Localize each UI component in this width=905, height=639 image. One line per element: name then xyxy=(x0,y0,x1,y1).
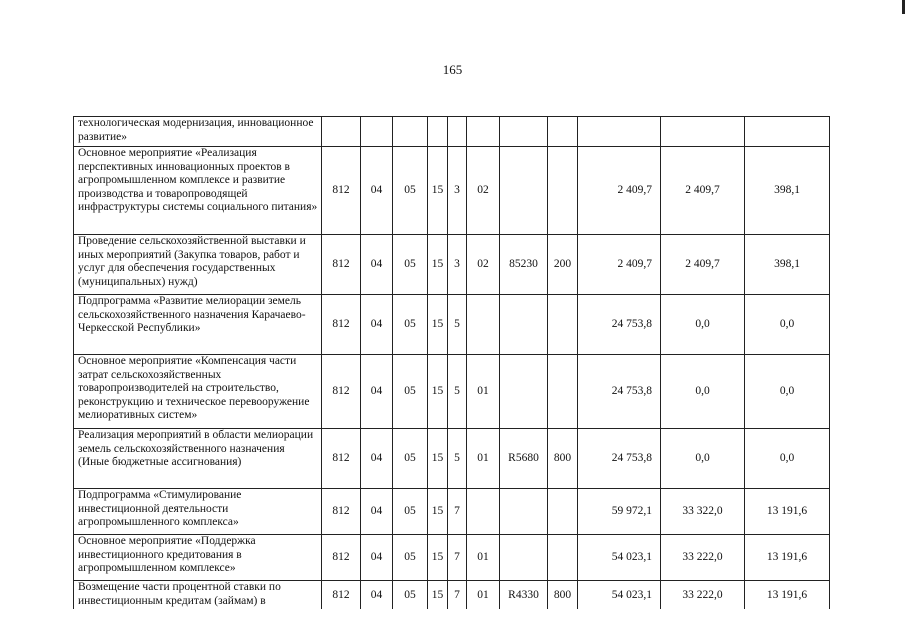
cell-program: 15 xyxy=(428,429,448,489)
row-name: технологическая модернизация, инновационное развитие» xyxy=(74,117,322,147)
cell-program: 15 xyxy=(428,295,448,355)
cell-subprogram: 3 xyxy=(448,147,467,235)
cell-measure: 01 xyxy=(467,581,500,612)
row-name: Реализация мероприятий в области мелиорации земель сельскохозяйственного назначения (Иные бюджетные ассигнования) xyxy=(74,429,322,489)
cell-expense-type xyxy=(548,535,578,581)
cell-amount-2: 33 222,0 xyxy=(661,581,745,612)
cell-expense-type xyxy=(548,355,578,429)
cell-expense-type: 800 xyxy=(548,429,578,489)
cell-section: 04 xyxy=(361,535,393,581)
cell-amount-2: 2 409,7 xyxy=(661,147,745,235)
row-name: Проведение сельскохозяйственной выставки и иных мероприятий (Закупка товаров, работ и услуг для обеспечения государственных (муниципальных) нужд) xyxy=(74,235,322,295)
budget-table xyxy=(73,116,830,612)
cell-expense-type xyxy=(548,147,578,235)
cell-grbs: 812 xyxy=(322,295,361,355)
cell-expense-type xyxy=(548,117,578,147)
table-row xyxy=(74,535,830,581)
cell-amount-3: 398,1 xyxy=(745,235,830,295)
cell-measure xyxy=(467,117,500,147)
cell-amount-1: 59 972,1 xyxy=(578,489,661,535)
cell-expense-type xyxy=(548,295,578,355)
cell-amount-2: 0,0 xyxy=(661,429,745,489)
cell-section: 04 xyxy=(361,581,393,612)
cell-section: 04 xyxy=(361,295,393,355)
cell-program: 15 xyxy=(428,489,448,535)
table-row xyxy=(74,147,830,235)
cell-amount-1: 24 753,8 xyxy=(578,295,661,355)
cell-subprogram: 7 xyxy=(448,581,467,612)
cell-amount-3: 0,0 xyxy=(745,429,830,489)
cell-program: 15 xyxy=(428,235,448,295)
cell-subsection: 05 xyxy=(393,535,428,581)
cell-program: 15 xyxy=(428,147,448,235)
cell-grbs: 812 xyxy=(322,147,361,235)
cell-amount-3: 0,0 xyxy=(745,295,830,355)
cell-grbs: 812 xyxy=(322,489,361,535)
cell-amount-1: 54 023,1 xyxy=(578,535,661,581)
table-row xyxy=(74,489,830,535)
cell-measure: 01 xyxy=(467,535,500,581)
cell-amount-3 xyxy=(745,117,830,147)
cell-direction xyxy=(500,489,548,535)
cell-measure: 02 xyxy=(467,235,500,295)
cell-subprogram: 7 xyxy=(448,535,467,581)
cell-subsection: 05 xyxy=(393,355,428,429)
cell-amount-1: 24 753,8 xyxy=(578,429,661,489)
table-row xyxy=(74,429,830,489)
cell-direction: 85230 xyxy=(500,235,548,295)
cell-subsection: 05 xyxy=(393,295,428,355)
cell-subsection: 05 xyxy=(393,429,428,489)
cell-direction xyxy=(500,355,548,429)
table-row xyxy=(74,295,830,355)
cell-amount-3: 13 191,6 xyxy=(745,581,830,612)
cell-section: 04 xyxy=(361,355,393,429)
cell-measure xyxy=(467,295,500,355)
cell-amount-2: 0,0 xyxy=(661,295,745,355)
cell-amount-1: 24 753,8 xyxy=(578,355,661,429)
cell-subprogram: 5 xyxy=(448,355,467,429)
cell-amount-1: 2 409,7 xyxy=(578,235,661,295)
cell-measure: 01 xyxy=(467,429,500,489)
cell-grbs: 812 xyxy=(322,535,361,581)
cell-expense-type: 800 xyxy=(548,581,578,612)
cell-grbs: 812 xyxy=(322,355,361,429)
cell-subsection: 05 xyxy=(393,581,428,612)
cell-expense-type xyxy=(548,489,578,535)
cell-section: 04 xyxy=(361,429,393,489)
cell-grbs: 812 xyxy=(322,581,361,612)
row-name: Подпрограмма «Стимулирование инвестиционной деятельности агропромышленного комплекса» xyxy=(74,489,322,535)
cell-subprogram: 3 xyxy=(448,235,467,295)
cell-subsection: 05 xyxy=(393,489,428,535)
cell-amount-1: 54 023,1 xyxy=(578,581,661,612)
cell-subprogram xyxy=(448,117,467,147)
cell-program: 15 xyxy=(428,581,448,612)
row-name: Основное мероприятие «Компенсация части затрат сельскохозяйственных товаропроизводителей на строительство, реконструкцию и техническое перевооружение мелиоративных систем» xyxy=(74,355,322,429)
cell-amount-2: 33 322,0 xyxy=(661,489,745,535)
cell-expense-type: 200 xyxy=(548,235,578,295)
cell-measure xyxy=(467,489,500,535)
cell-direction xyxy=(500,147,548,235)
cell-measure: 01 xyxy=(467,355,500,429)
page-cutoff xyxy=(0,609,905,639)
cell-amount-3: 398,1 xyxy=(745,147,830,235)
cell-measure: 02 xyxy=(467,147,500,235)
cell-direction xyxy=(500,535,548,581)
cell-section: 04 xyxy=(361,489,393,535)
cell-subprogram: 5 xyxy=(448,429,467,489)
cell-subsection: 05 xyxy=(393,147,428,235)
cell-amount-2: 0,0 xyxy=(661,355,745,429)
cell-amount-3: 0,0 xyxy=(745,355,830,429)
cell-amount-2: 2 409,7 xyxy=(661,235,745,295)
table-row xyxy=(74,235,830,295)
table-row xyxy=(74,117,830,147)
cell-amount-3: 13 191,6 xyxy=(745,489,830,535)
cell-subsection xyxy=(393,117,428,147)
cell-amount-3: 13 191,6 xyxy=(745,535,830,581)
cell-direction xyxy=(500,117,548,147)
cell-amount-2: 33 222,0 xyxy=(661,535,745,581)
cell-program: 15 xyxy=(428,535,448,581)
cell-amount-1 xyxy=(578,117,661,147)
table-row xyxy=(74,581,830,612)
row-name: Основное мероприятие «Реализация перспективных инновационных проектов в агропромышленном комплексе и развитие производства и товаропроводящей инфраструктуры системы социального питания» xyxy=(74,147,322,235)
row-name: Основное мероприятие «Поддержка инвестиционного кредитования в агропромышленном комплексе» xyxy=(74,535,322,581)
cell-direction: R5680 xyxy=(500,429,548,489)
row-name: Подпрограмма «Развитие мелиорации земель сельскохозяйственного назначения Карачаево-Черкесской Республики» xyxy=(74,295,322,355)
cell-direction: R4330 xyxy=(500,581,548,612)
cell-section: 04 xyxy=(361,235,393,295)
row-name: Возмещение части процентной ставки по инвестиционным кредитам (займам) в xyxy=(74,581,322,612)
cell-grbs xyxy=(322,117,361,147)
cell-amount-1: 2 409,7 xyxy=(578,147,661,235)
cell-program xyxy=(428,117,448,147)
table-row xyxy=(74,355,830,429)
cell-amount-2 xyxy=(661,117,745,147)
cell-section: 04 xyxy=(361,147,393,235)
cell-subprogram: 7 xyxy=(448,489,467,535)
cell-grbs: 812 xyxy=(322,429,361,489)
cell-section xyxy=(361,117,393,147)
cell-direction xyxy=(500,295,548,355)
cell-grbs: 812 xyxy=(322,235,361,295)
page-number: 165 xyxy=(442,62,463,77)
cell-program: 15 xyxy=(428,355,448,429)
cell-subsection: 05 xyxy=(393,235,428,295)
cell-subprogram: 5 xyxy=(448,295,467,355)
